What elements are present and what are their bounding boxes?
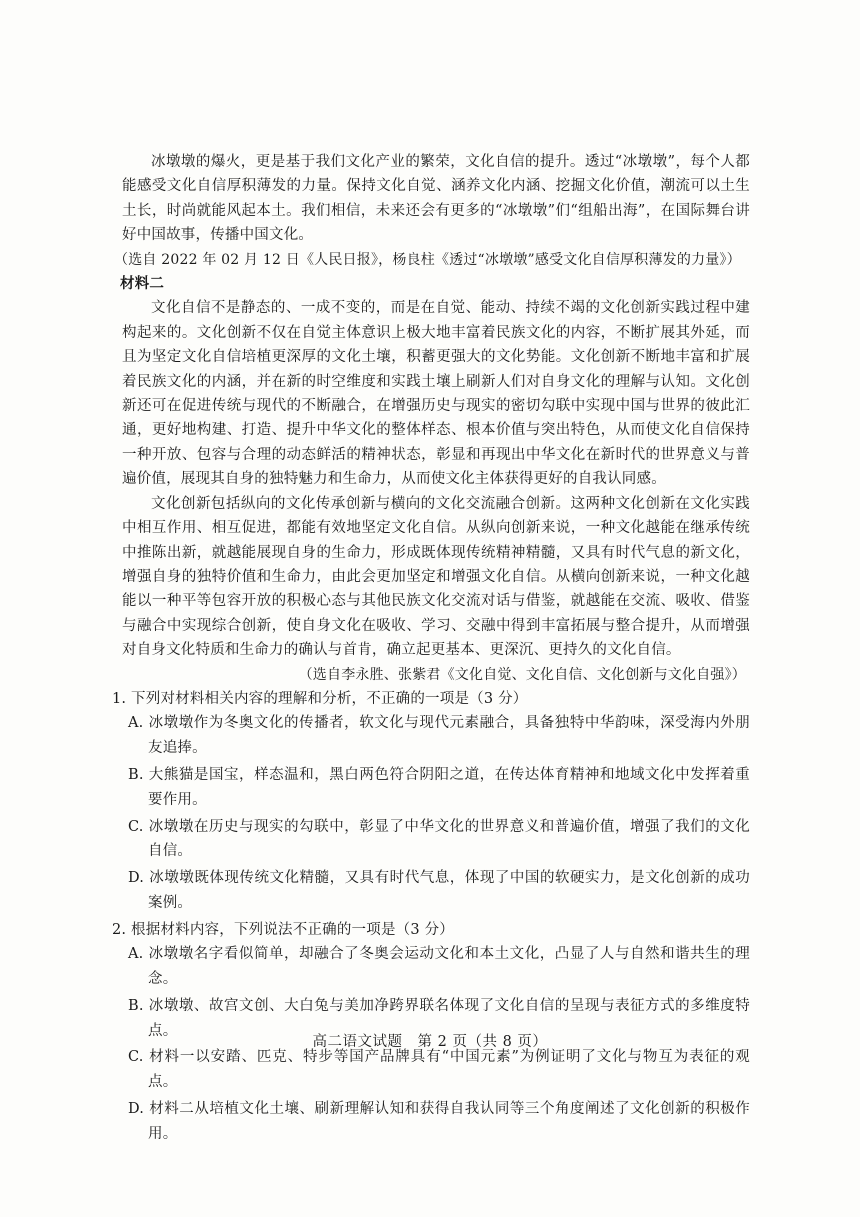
question-2-option-b: B. 冰墩墩、故宫文创、大白兔与美加净跨界联名体现了文化自信的呈现与表征方式的多维度特点。 xyxy=(128,997,750,1039)
material-one-closing-paragraph: 冰墩墩的爆火，更是基于我们文化产业的繁荣，文化自信的提升。透过“冰墩墩”，每个人都能感受文化自信厚积薄发的力量。保持文化自觉、涵养文化内涵、挖掘文化价值，潮流可以土生土长，时尚就能风起本土。我们相信，未来还会有更多的“冰墩墩”们“组船出海”，在国际舞台讲好中国故事，传播中国文化。 xyxy=(122,154,750,244)
question-2-option-d: D. 材料二从培植文化土壤、刷新理解认知和获得自我认同等三个角度阐述了文化创新的积极作用。 xyxy=(128,1100,750,1142)
question-1-option-a: A. 冰墩墩作为冬奥文化的传播者，软文化与现代元素融合，具备独特中华韵味，深受海内外朋友追捧。 xyxy=(128,715,750,757)
page-footer: 高二语文试题 第 2 页（共 8 页） xyxy=(312,1034,548,1050)
source-citation-one: （选自 2022 年 02 月 12 日《人民日报》，杨良柱《透过“冰墩墩”感受文化自信厚积薄发的力量》） xyxy=(114,251,741,268)
material-two-paragraph-one: 文化自信不是静态的、一成不变的，而是在自觉、能动、持续不竭的文化创新实践过程中建构起来的。文化创新不仅在自觉主体意识上极大地丰富着民族文化的内容，不断扩展其外延，而且为坚定文化自信培植更深厚的文化土壤，积蓄更强大的文化势能。文化创新不断地丰富和扩展着民族文化的内涵，并在新的时空维度和实践土壤上刷新人们对自身文化的理解与认知。文化创新还可在促进传统与现代的不断融合，在增强历史与现实的密切勾联中实现中国与世界的彼此汇通，更好地构建、打造、提升中华文化的整体样态、根本价值与突出特色，从而使文化自信保持一种开放、包容与合理的动态鲜活的精神状态，彰显和再现出中华文化在新时代的世界意义与普遍价值，展现其自身的独特魅力和生命力，从而使文化主体获得更好的自我认同感。 xyxy=(122,300,750,488)
question-1-option-b: B. 大熊猫是国宝，样态温和，黑白两色符合阴阳之道，在传达体育精神和地域文化中发挥着重要作用。 xyxy=(128,766,750,808)
page-content xyxy=(112,150,750,1149)
question-2-option-a: A. 冰墩墩名字看似简单，却融合了冬奥会运动文化和本土文化，凸显了人与自然和谐共生的理念。 xyxy=(128,946,750,987)
question-1-stem: 1. 下列对材料相关内容的理解和分析，不正确的一项是（3 分） xyxy=(112,690,528,707)
question-2-option-c: C. 材料一以安踏、匹克、特步等国产品牌具有“中国元素”为例证明了文化与物互为表征的观点。 xyxy=(128,1049,750,1091)
question-1-option-c: C. 冰墩墩在历史与现实的勾联中，彰显了中华文化的世界意义和普遍价值，增强了我们的文化自信。 xyxy=(128,818,750,860)
material-two-paragraph-two: 文化创新包括纵向的文化传承创新与横向的文化交流融合创新。这两种文化创新在文化实践中相互作用、相互促进，都能有效地坚定文化自信。从纵向创新来说，一种文化越能在继承传统中推陈出新，就越能展现自身的生命力，形成既体现传统精神精髓，又具有时代气息的新文化，增强自身的独特价值和生命力，由此会更加坚定和增强文化自信。从横向创新来说，一种文化越能以一种平等包容开放的积极心态与其他民族文化交流对话与借鉴，就越能在交流、吸收、借鉴与融合中实现综合创新，使自身文化在吸收、学习、交融中得到丰富拓展与整合提升，从而增强对自身文化特质和生命力的确认与首肯，确立起更基本、更深沉、更持久的文化自信。 xyxy=(122,495,750,659)
source-citation-two: （选自李永胜、张紫君《文化自觉、文化自信、文化创新与文化自强》） xyxy=(298,666,746,683)
material-two-heading: 材料二 xyxy=(120,275,165,293)
question-1-option-d: D. 冰墩墩既体现传统文化精髓，又具有时代气息，体现了中国的软硬实力，是文化创新的成功案例。 xyxy=(128,870,750,911)
question-2-stem: 2. 根据材料内容，下列说法不正确的一项是（3 分） xyxy=(112,921,454,938)
